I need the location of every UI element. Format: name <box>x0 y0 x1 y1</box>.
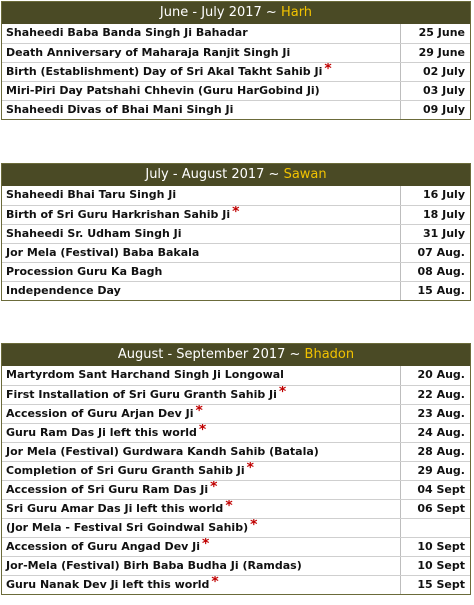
event-text: Martyrdom Sant Harchand Singh Ji Longowal <box>6 368 284 381</box>
table-row <box>2 100 470 119</box>
asterisk-icon: * <box>324 63 332 77</box>
table-row <box>2 262 470 281</box>
event-date: 06 Sept <box>417 502 465 515</box>
event-name <box>2 557 401 575</box>
asterisk-icon: * <box>225 500 233 514</box>
event-name <box>2 386 401 404</box>
event-date: 04 Sept <box>417 483 465 496</box>
event-date: 16 July <box>422 188 465 201</box>
event-name <box>2 366 401 385</box>
event-text: Miri-Piri Day Patshahi Chhevin (Guru HarGobind Ji) <box>6 84 320 97</box>
asterisk-icon: * <box>211 576 219 590</box>
event-text: Birth of Sri Guru Harkrishan Sahib Ji <box>6 208 231 221</box>
event-date: 07 Aug. <box>417 246 465 259</box>
event-name <box>2 538 401 556</box>
table-row <box>2 423 470 442</box>
section-title: June - July 2017 ~ <box>159 5 281 20</box>
table-row <box>2 62 470 81</box>
event-name <box>2 24 401 43</box>
event-name <box>2 263 401 281</box>
table-row <box>2 24 470 43</box>
table-row <box>2 499 470 518</box>
event-name <box>2 101 401 119</box>
table-row <box>2 243 470 262</box>
section-month: Harh <box>280 5 313 20</box>
event-text: Birth (Establishment) Day of Sri Akal Takht Sahib Ji <box>6 65 323 78</box>
table-row <box>2 480 470 499</box>
event-name <box>2 481 401 499</box>
section-title: July - August 2017 ~ <box>145 167 284 182</box>
event-date: 18 July <box>422 208 465 221</box>
event-date: 10 Sept <box>417 540 465 553</box>
event-date: 10 Sept <box>417 559 465 572</box>
table-row <box>2 404 470 423</box>
section-header <box>2 164 470 186</box>
event-text: (Jor Mela - Festival Sri Goindwal Sahib) <box>6 521 249 534</box>
table-row <box>2 81 470 100</box>
asterisk-icon: * <box>210 481 218 495</box>
asterisk-icon: * <box>250 519 258 533</box>
event-text: Shaheedi Bhai Taru Singh Ji <box>6 188 177 201</box>
event-name <box>2 462 401 480</box>
event-date: 24 Aug. <box>417 426 465 439</box>
event-text: Jor Mela (Festival) Gurdwara Kandh Sahib (Batala) <box>6 445 319 458</box>
event-list <box>2 186 470 300</box>
event-text: First Installation of Sri Guru Granth Sahib Ji <box>6 388 277 401</box>
table-row <box>2 43 470 62</box>
event-name <box>2 186 401 205</box>
event-text: Jor-Mela (Festival) Birh Baba Budha Ji (Ramdas) <box>6 559 302 572</box>
table-row <box>2 224 470 243</box>
asterisk-icon: * <box>198 424 207 438</box>
section-month: Sawan <box>283 167 327 182</box>
event-date <box>401 519 470 537</box>
asterisk-icon: * <box>232 206 240 220</box>
table-row <box>2 186 470 205</box>
event-date: 02 July <box>422 65 465 78</box>
event-date: 25 June <box>418 26 465 39</box>
event-name <box>2 44 401 62</box>
section-sawan <box>1 163 471 301</box>
event-name <box>2 576 401 594</box>
event-text: Death Anniversary of Maharaja Ranjit Singh Ji <box>6 46 291 59</box>
event-date: 15 Aug. <box>417 284 465 297</box>
event-date: 08 Aug. <box>417 265 465 278</box>
event-text: Shaheedi Baba Banda Singh Ji Bahadar <box>6 26 248 39</box>
section-header <box>2 2 470 24</box>
table-row <box>2 366 470 385</box>
asterisk-icon: * <box>195 405 203 419</box>
section-title: August - September 2017 ~ <box>117 347 305 362</box>
table-row <box>2 205 470 224</box>
event-text: Jor Mela (Festival) Baba Bakala <box>6 246 200 259</box>
event-date: 22 Aug. <box>417 388 465 401</box>
event-text: Accession of Guru Angad Dev Ji <box>6 540 201 553</box>
asterisk-icon: * <box>246 462 254 476</box>
event-list <box>2 366 470 594</box>
event-list <box>2 24 470 119</box>
event-date: 20 Aug. <box>417 368 465 381</box>
table-row <box>2 442 470 461</box>
event-date: 09 July <box>422 103 465 116</box>
table-row <box>2 575 470 594</box>
event-name <box>2 82 401 100</box>
event-date: 31 July <box>422 227 465 240</box>
event-text: Independence Day <box>6 284 121 297</box>
event-name <box>2 282 401 300</box>
event-date: 28 Aug. <box>417 445 465 458</box>
table-row <box>2 537 470 556</box>
table-row <box>2 461 470 480</box>
event-name <box>2 206 401 224</box>
event-date: 23 Aug. <box>417 407 465 420</box>
section-harh <box>1 1 471 120</box>
event-text: Guru Nanak Dev Ji left this world <box>6 578 210 591</box>
table-row <box>2 556 470 575</box>
event-name <box>2 63 401 81</box>
section-bhadon <box>1 343 471 595</box>
table-row <box>2 385 470 404</box>
table-row <box>2 281 470 300</box>
event-name <box>2 519 401 537</box>
asterisk-icon: * <box>202 538 210 552</box>
event-name <box>2 443 401 461</box>
event-date: 29 Aug. <box>417 464 465 477</box>
event-name <box>2 424 401 442</box>
asterisk-icon: * <box>278 386 287 400</box>
event-name <box>2 500 401 518</box>
table-row <box>2 518 470 537</box>
section-header <box>2 344 470 366</box>
event-text: Accession of Sri Guru Ram Das Ji <box>6 483 209 496</box>
event-name <box>2 225 401 243</box>
event-text: Accession of Guru Arjan Dev Ji <box>6 407 194 420</box>
event-name <box>2 244 401 262</box>
event-text: Shaheedi Sr. Udham Singh Ji <box>6 227 182 240</box>
event-text: Shaheedi Divas of Bhai Mani Singh Ji <box>6 103 234 116</box>
event-name <box>2 405 401 423</box>
event-date: 15 Sept <box>417 578 465 591</box>
section-month: Bhadon <box>304 347 355 362</box>
event-text: Guru Ram Das Ji left this world <box>6 426 197 439</box>
event-text: Completion of Sri Guru Granth Sahib Ji <box>6 464 245 477</box>
event-text: Procession Guru Ka Bagh <box>6 265 163 278</box>
event-date: 29 June <box>418 46 465 59</box>
event-text: Sri Guru Amar Das Ji left this world <box>6 502 224 515</box>
event-date: 03 July <box>422 84 465 97</box>
